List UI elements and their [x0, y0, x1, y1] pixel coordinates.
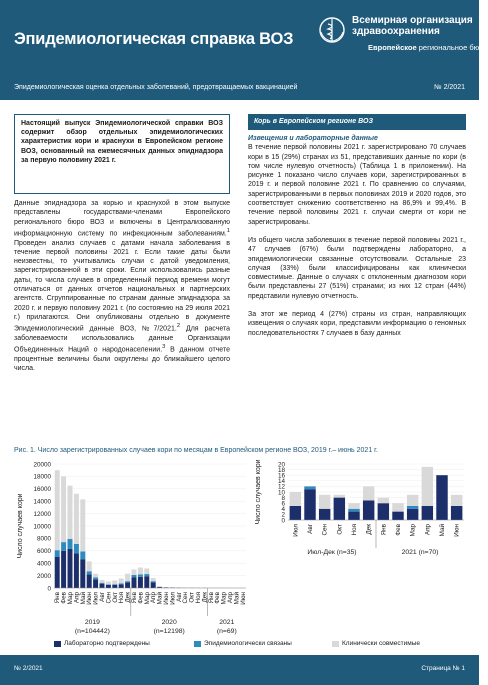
bar-segment	[304, 489, 315, 520]
x-tick-label: Июл	[292, 524, 300, 537]
x-tick-label: Июл	[92, 592, 100, 605]
bar-segment	[132, 575, 137, 577]
bar-segment	[74, 553, 79, 588]
y-tick-label: 14	[277, 478, 285, 486]
paragraph: В течение первой половины 2021 г. зарегистрировано 70 случаев кори в 15 (29%) странах из 51, представивших данные по кори (в том числе нулевую отчетность) (Таблица 1 в приложении). На рисунке 1 показано число случаев кори, зарегистрированных в 2019 г. и первой половине 2021 г. По сравнению со случаями, зарегистрированными в первых половинах 2019 и 2020 годов, это соответствует снижению соответственно на 86,9% и 99,4%. В течение первой половины 2021 г. случаи смерти от кори не зарегистрированы.	[248, 144, 466, 226]
bar-segment	[100, 583, 105, 584]
bar-segment	[138, 577, 143, 588]
bar-segment	[132, 577, 137, 588]
x-tick-label: Сен	[182, 592, 190, 604]
footnote-ref: 3	[162, 344, 166, 351]
legend-item-epi	[194, 640, 292, 647]
y-tick-label: 4	[281, 506, 285, 514]
bar-segment	[100, 584, 105, 588]
x-tick-label: Фев	[395, 524, 402, 536]
legend-swatch	[194, 641, 201, 647]
bar-segment	[100, 580, 105, 583]
group-count-label: (n=69)	[216, 628, 237, 635]
bar-segment	[119, 584, 124, 588]
x-tick-label: Июн	[163, 592, 170, 605]
bar-segment	[61, 476, 66, 542]
bar-segment	[61, 542, 66, 551]
x-tick-label: Авг	[307, 524, 314, 534]
bar-segment	[436, 475, 447, 520]
bar-segment	[125, 582, 130, 588]
footer-page: Страница № 1	[421, 665, 465, 672]
bar-segment	[407, 495, 418, 506]
figure-title: Рис. 1. Число зарегистрированных случаев кори по месяцам в Европейском регионе ВОЗ, 2019 г.– июнь 2021 г.	[14, 447, 378, 454]
chart-legend	[14, 640, 469, 650]
bar-segment	[119, 583, 124, 584]
x-tick-label: Дек	[124, 592, 132, 603]
x-tick-label: Сен	[321, 524, 329, 536]
paragraph: За этот же период 4 (27%) страны из стран, направляющих извещения о случаях кори, представили информацию о геномных последовательностях 7 случаев в базу данных	[248, 311, 466, 337]
y-tick-label: 0	[47, 585, 51, 593]
x-tick-label: Май	[233, 592, 241, 605]
y-tick-label: 10000	[33, 523, 51, 531]
y-tick-label: 8000	[36, 535, 51, 543]
x-tick-label: Июн	[453, 524, 461, 537]
bar-segment	[407, 509, 418, 520]
bar-segment	[451, 506, 462, 520]
bar-segment	[61, 551, 66, 588]
group-count-label: (n=104442)	[74, 628, 110, 635]
bar-segment	[290, 492, 301, 506]
org-name-line1: Всемирная организация	[352, 15, 473, 26]
x-tick-label: Май	[79, 592, 87, 605]
bar-segment	[319, 495, 330, 509]
bar-segment	[407, 506, 418, 509]
x-tick-label: Окт	[111, 592, 119, 603]
x-tick-label: Фев	[137, 592, 145, 604]
bar-segment	[68, 486, 73, 539]
bar-segment	[151, 581, 156, 582]
paragraph: Из общего числа заболевших в течение первой половины 2021 г., 47 случаев (67%) были подтверждены лабораторно, а эпидемиологически связанные отсутствовали. Остальные 23 случая (33%) были классифицированы как клинически совместимые. Данные о случаях с отклоненным диагнозом кори были представлены 27 (51%) странами; из них 12 стран (44%) представили нулевую отчетность.	[248, 236, 466, 300]
y-axis-label: Число случаев кори	[17, 493, 24, 559]
bar-segment	[334, 498, 345, 520]
x-tick-label: Июл	[169, 592, 177, 605]
legend-item-clin	[332, 640, 420, 647]
y-tick-label: 10	[277, 489, 285, 497]
bar-segment	[334, 495, 345, 498]
body-text: В данном отчете процентные величины были округлены до ближайшего целого числа.	[14, 346, 230, 373]
y-tick-label: 16000	[33, 486, 51, 494]
x-tick-label: Сен	[105, 592, 113, 604]
x-tick-label: Мар	[409, 524, 417, 537]
group-count-label: (n=12198)	[153, 628, 185, 635]
x-tick-label: Ноя	[195, 592, 202, 604]
y-tick-label: 0	[281, 517, 285, 525]
bar-segment	[138, 568, 143, 575]
x-tick-label: Янв	[131, 592, 138, 604]
bar-segment	[422, 506, 433, 520]
bar-segment	[93, 577, 98, 579]
bar-segment	[106, 584, 111, 585]
x-tick-label: Июн	[239, 592, 247, 605]
x-tick-label: Апр	[73, 592, 81, 604]
body-text: Данные эпиднадзора за корью и краснухой в этом выпуске представлены государствами-членами Европейского регионального бюро ВОЗ и включены в Централизованную информационную систему по инфекционным заболеваниям.	[14, 200, 230, 238]
y-tick-label: 18000	[33, 473, 51, 481]
x-tick-label: Май	[156, 592, 164, 605]
x-tick-label: Мар	[143, 592, 151, 605]
section-title-box: Корь в Европейском регионе ВОЗ	[248, 114, 466, 130]
bar-segment	[132, 569, 137, 575]
legend-label: Клинически совместимые	[342, 640, 420, 647]
y-tick-label: 4000	[36, 560, 51, 568]
bar-segment	[422, 467, 433, 506]
x-tick-label: Ноя	[351, 524, 358, 536]
bar-segment	[392, 503, 403, 511]
org-name-line2: здравоохранения	[352, 26, 440, 37]
bar-segment	[87, 561, 92, 571]
x-tick-label: Фев	[214, 592, 222, 604]
bar-segment	[363, 500, 374, 520]
y-tick-label: 6000	[36, 548, 51, 556]
bar-segment	[87, 571, 92, 574]
who-emblem-icon	[318, 16, 346, 44]
group-label: Июл-Дек (n=35)	[307, 549, 357, 556]
y-tick-label: 2	[281, 511, 285, 519]
right-column	[248, 114, 466, 347]
y-tick-label: 18	[277, 466, 285, 474]
y-tick-label: 20	[277, 461, 285, 469]
y-tick-label: 2000	[36, 572, 51, 580]
footer-issue: № 2/2021	[14, 665, 43, 672]
org-region-bold: Европейское	[368, 43, 417, 52]
issue-number: № 2/2021	[434, 84, 465, 91]
x-tick-label: Май	[439, 524, 446, 537]
body-text: Проведен анализ случаев с датами начала заболевания в течение первой половины 2021 г. Если такие даты были неизвестны, то учитывались случаи с датой уведомления, зарегистрированной в эти сроки. Если использовались разные даты, то числа случаев в определенный период времени могут отличаться от данных отчетов национальных и партнерских агентств. Сгруппированные по странам данные эпиднадзора за 2020 г. и первую половину 2021 г. (по состоянию на 29 июля 2021 г.) прилагаются. Они опубликованы отдельно в документе Эпидемиологический данные ВОЗ, №7/2021.	[14, 239, 230, 333]
bar-segment	[80, 499, 85, 551]
bar-segment	[378, 498, 389, 504]
bar-segment	[348, 509, 359, 512]
bar-segment	[55, 557, 60, 588]
y-tick-label: 12	[277, 483, 285, 491]
bar-segment	[157, 586, 162, 587]
bar-segment	[125, 581, 130, 582]
bar-segment	[290, 506, 301, 520]
bar-segment	[106, 581, 111, 584]
subtitle: Эпидемиологическая оценка отдельных заболеваний, предотвращаемых вакцинацией	[14, 84, 298, 91]
legend-item-lab	[54, 640, 150, 647]
x-tick-label: Янв	[207, 592, 215, 604]
x-tick-label: Окт	[336, 524, 344, 535]
bar-segment	[125, 574, 130, 581]
chart-side	[252, 458, 470, 640]
y-tick-label: 12000	[33, 510, 51, 518]
bar-segment	[80, 559, 85, 588]
footnote-ref: 1	[226, 227, 230, 234]
page-title: Эпидемиологическая справка ВОЗ	[14, 30, 294, 48]
y-tick-label: 6	[281, 500, 285, 508]
x-tick-label: Фев	[60, 592, 68, 604]
y-tick-label: 8	[281, 494, 285, 502]
bar-segment	[112, 585, 117, 588]
y-tick-label: 16	[277, 472, 285, 480]
section-subheading: Извещения и лабораторные данные	[248, 135, 378, 142]
bar-segment	[304, 486, 315, 489]
bar-segment	[68, 539, 73, 549]
group-label: 2021	[219, 619, 235, 626]
bar-segment	[151, 582, 156, 588]
org-region-rest: региональное бюро	[416, 43, 488, 52]
bar-segment	[80, 551, 85, 559]
x-tick-label: Апр	[150, 592, 158, 604]
bar-segment	[144, 576, 149, 588]
x-tick-label: Апр	[227, 592, 234, 604]
bar-segment	[319, 509, 330, 520]
org-region	[368, 43, 488, 52]
bar-segment	[392, 512, 403, 520]
legend-swatch	[332, 641, 339, 647]
x-tick-label: Янв	[380, 524, 388, 536]
bar-segment	[151, 578, 156, 581]
bar-segment	[55, 550, 60, 557]
bar-segment	[119, 578, 124, 583]
bar-segment	[378, 503, 389, 520]
group-label: 2021 (n=70)	[401, 549, 439, 556]
legend-label: Лабораторно подтверждены	[64, 640, 150, 647]
footer-bar	[0, 655, 479, 685]
x-tick-label: Мар	[220, 592, 228, 605]
header-banner	[0, 0, 488, 100]
bar-segment	[87, 574, 92, 588]
group-label: 2019	[84, 619, 100, 626]
x-tick-label: Ноя	[118, 592, 126, 604]
bar-segment	[144, 574, 149, 576]
y-axis-label: Число случаев кори	[255, 459, 262, 525]
group-label: 2020	[161, 619, 177, 626]
left-body-text	[14, 199, 230, 373]
bar-segment	[144, 568, 149, 574]
y-tick-label: 20000	[33, 461, 51, 469]
bar-segment	[55, 470, 60, 550]
bar-segment	[68, 549, 73, 588]
x-tick-label: Авг	[99, 592, 106, 602]
bar-segment	[363, 486, 374, 500]
legend-label: Эпидемиологически связаны	[204, 640, 292, 647]
y-tick-label: 14000	[33, 498, 51, 506]
body-text: Для расчета заболеваемости использовались данные Организации Объединенных Наций о народонаселении.	[14, 325, 231, 354]
x-tick-label: Дек	[201, 592, 209, 603]
legend-swatch	[54, 641, 61, 647]
footnote-ref: 2	[176, 323, 181, 330]
x-tick-label: Июн	[86, 592, 94, 605]
bar-segment	[451, 495, 462, 506]
x-tick-label: Дек	[365, 524, 373, 535]
bar-segment	[112, 581, 117, 585]
bar-segment	[138, 574, 143, 576]
bar-segment	[106, 585, 111, 588]
x-tick-label: Апр	[424, 524, 432, 536]
x-tick-label: Мар	[67, 592, 74, 605]
x-tick-label: Окт	[188, 592, 196, 603]
bar-segment	[112, 584, 117, 585]
bar-segment	[348, 503, 359, 509]
bar-segment	[74, 494, 79, 544]
x-tick-label: Янв	[54, 592, 62, 604]
bar-segment	[74, 544, 79, 553]
bar-segment	[93, 579, 98, 588]
bar-segment	[348, 512, 359, 520]
chart-main	[14, 458, 250, 640]
x-tick-label: Авг	[175, 592, 183, 602]
bar-segment	[93, 574, 98, 578]
org-name	[352, 15, 476, 37]
intro-box: Настоящий выпуск Эпидемиологической справки ВОЗ содержит обзор отдельных эпидемиологических характеристик кори и краснухи в Европейском регионе ВОЗ, основанный на ежемесячных данных эпиднадзора за первую половину 2021 г.	[14, 114, 230, 194]
